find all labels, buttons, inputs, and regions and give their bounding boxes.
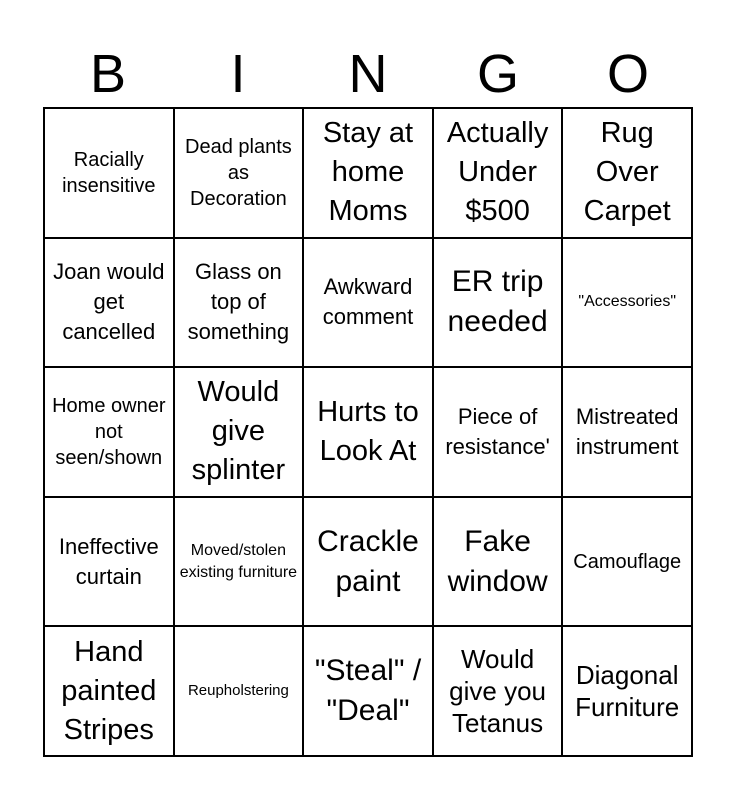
- bingo-cell[interactable]: [562, 497, 692, 627]
- cell-text: Dead plants as Decoration: [185, 135, 292, 210]
- bingo-cell[interactable]: [44, 238, 174, 368]
- bingo-cell[interactable]: [44, 108, 174, 238]
- cell-text: "Accessories": [578, 293, 676, 311]
- header-letter-n: N: [348, 44, 388, 104]
- cell-text: Awkward comment: [322, 274, 414, 330]
- bingo-cell[interactable]: [303, 497, 433, 627]
- cell-text: Mistreated instrument: [575, 403, 679, 459]
- cell-text: Stay at home Moms: [322, 117, 414, 228]
- bingo-board: [43, 107, 693, 757]
- cell-text: Home owner not seen/shown: [52, 394, 166, 469]
- cell-text: Camouflage: [573, 550, 682, 573]
- cell-text: Glass on top of something: [187, 259, 290, 345]
- cell-text: Fake window: [447, 524, 548, 598]
- header-letter-g: G: [476, 44, 519, 104]
- cell-text: Reupholstering: [187, 682, 289, 700]
- cell-text: Crackle paint: [317, 524, 419, 598]
- bingo-header: [43, 40, 693, 108]
- bingo-cell[interactable]: [562, 626, 692, 756]
- bingo-cell[interactable]: [174, 497, 304, 627]
- bingo-cell[interactable]: [433, 108, 563, 238]
- bingo-cell[interactable]: [303, 238, 433, 368]
- bingo-cell[interactable]: [562, 367, 692, 497]
- cell-text: Racially insensitive: [62, 148, 156, 197]
- cell-text: Hand painted Stripes: [61, 635, 157, 746]
- bingo-cell[interactable]: [174, 626, 304, 756]
- bingo-cell[interactable]: [433, 497, 563, 627]
- cell-text: Rug Over Carpet: [583, 117, 671, 228]
- cell-text: Piece of resistance': [445, 403, 550, 459]
- bingo-cell[interactable]: [174, 108, 304, 238]
- cell-text: Would give splinter: [191, 376, 286, 487]
- bingo-cell[interactable]: [44, 497, 174, 627]
- bingo-cell[interactable]: [303, 108, 433, 238]
- header-letter-i: I: [230, 44, 246, 104]
- bingo-cell[interactable]: [433, 367, 563, 497]
- bingo-cell[interactable]: [174, 367, 304, 497]
- cell-text: Would give you Tetanus: [449, 644, 547, 739]
- bingo-cell[interactable]: [562, 108, 692, 238]
- bingo-cell[interactable]: [562, 238, 692, 368]
- bingo-cell[interactable]: [44, 367, 174, 497]
- cell-text: Joan would get cancelled: [53, 259, 165, 345]
- bingo-cell[interactable]: [44, 626, 174, 756]
- cell-text: Moved/stolen existing furniture: [179, 541, 298, 581]
- cell-text: Ineffective curtain: [58, 533, 159, 589]
- bingo-cell[interactable]: [433, 626, 563, 756]
- cell-text: Hurts to Look At: [317, 395, 419, 467]
- cell-text: Diagonal Furniture: [575, 660, 680, 723]
- header-letter-o: O: [606, 44, 649, 104]
- bingo-cell[interactable]: [433, 238, 563, 368]
- cell-text: ER trip needed: [447, 265, 548, 339]
- bingo-cell[interactable]: [174, 238, 304, 368]
- cell-text: Actually Under $500: [446, 117, 549, 228]
- bingo-cell[interactable]: [303, 626, 433, 756]
- bingo-cell[interactable]: [303, 367, 433, 497]
- cell-text: "Steal" / "Deal": [314, 654, 422, 728]
- header-letter-b: B: [89, 44, 127, 104]
